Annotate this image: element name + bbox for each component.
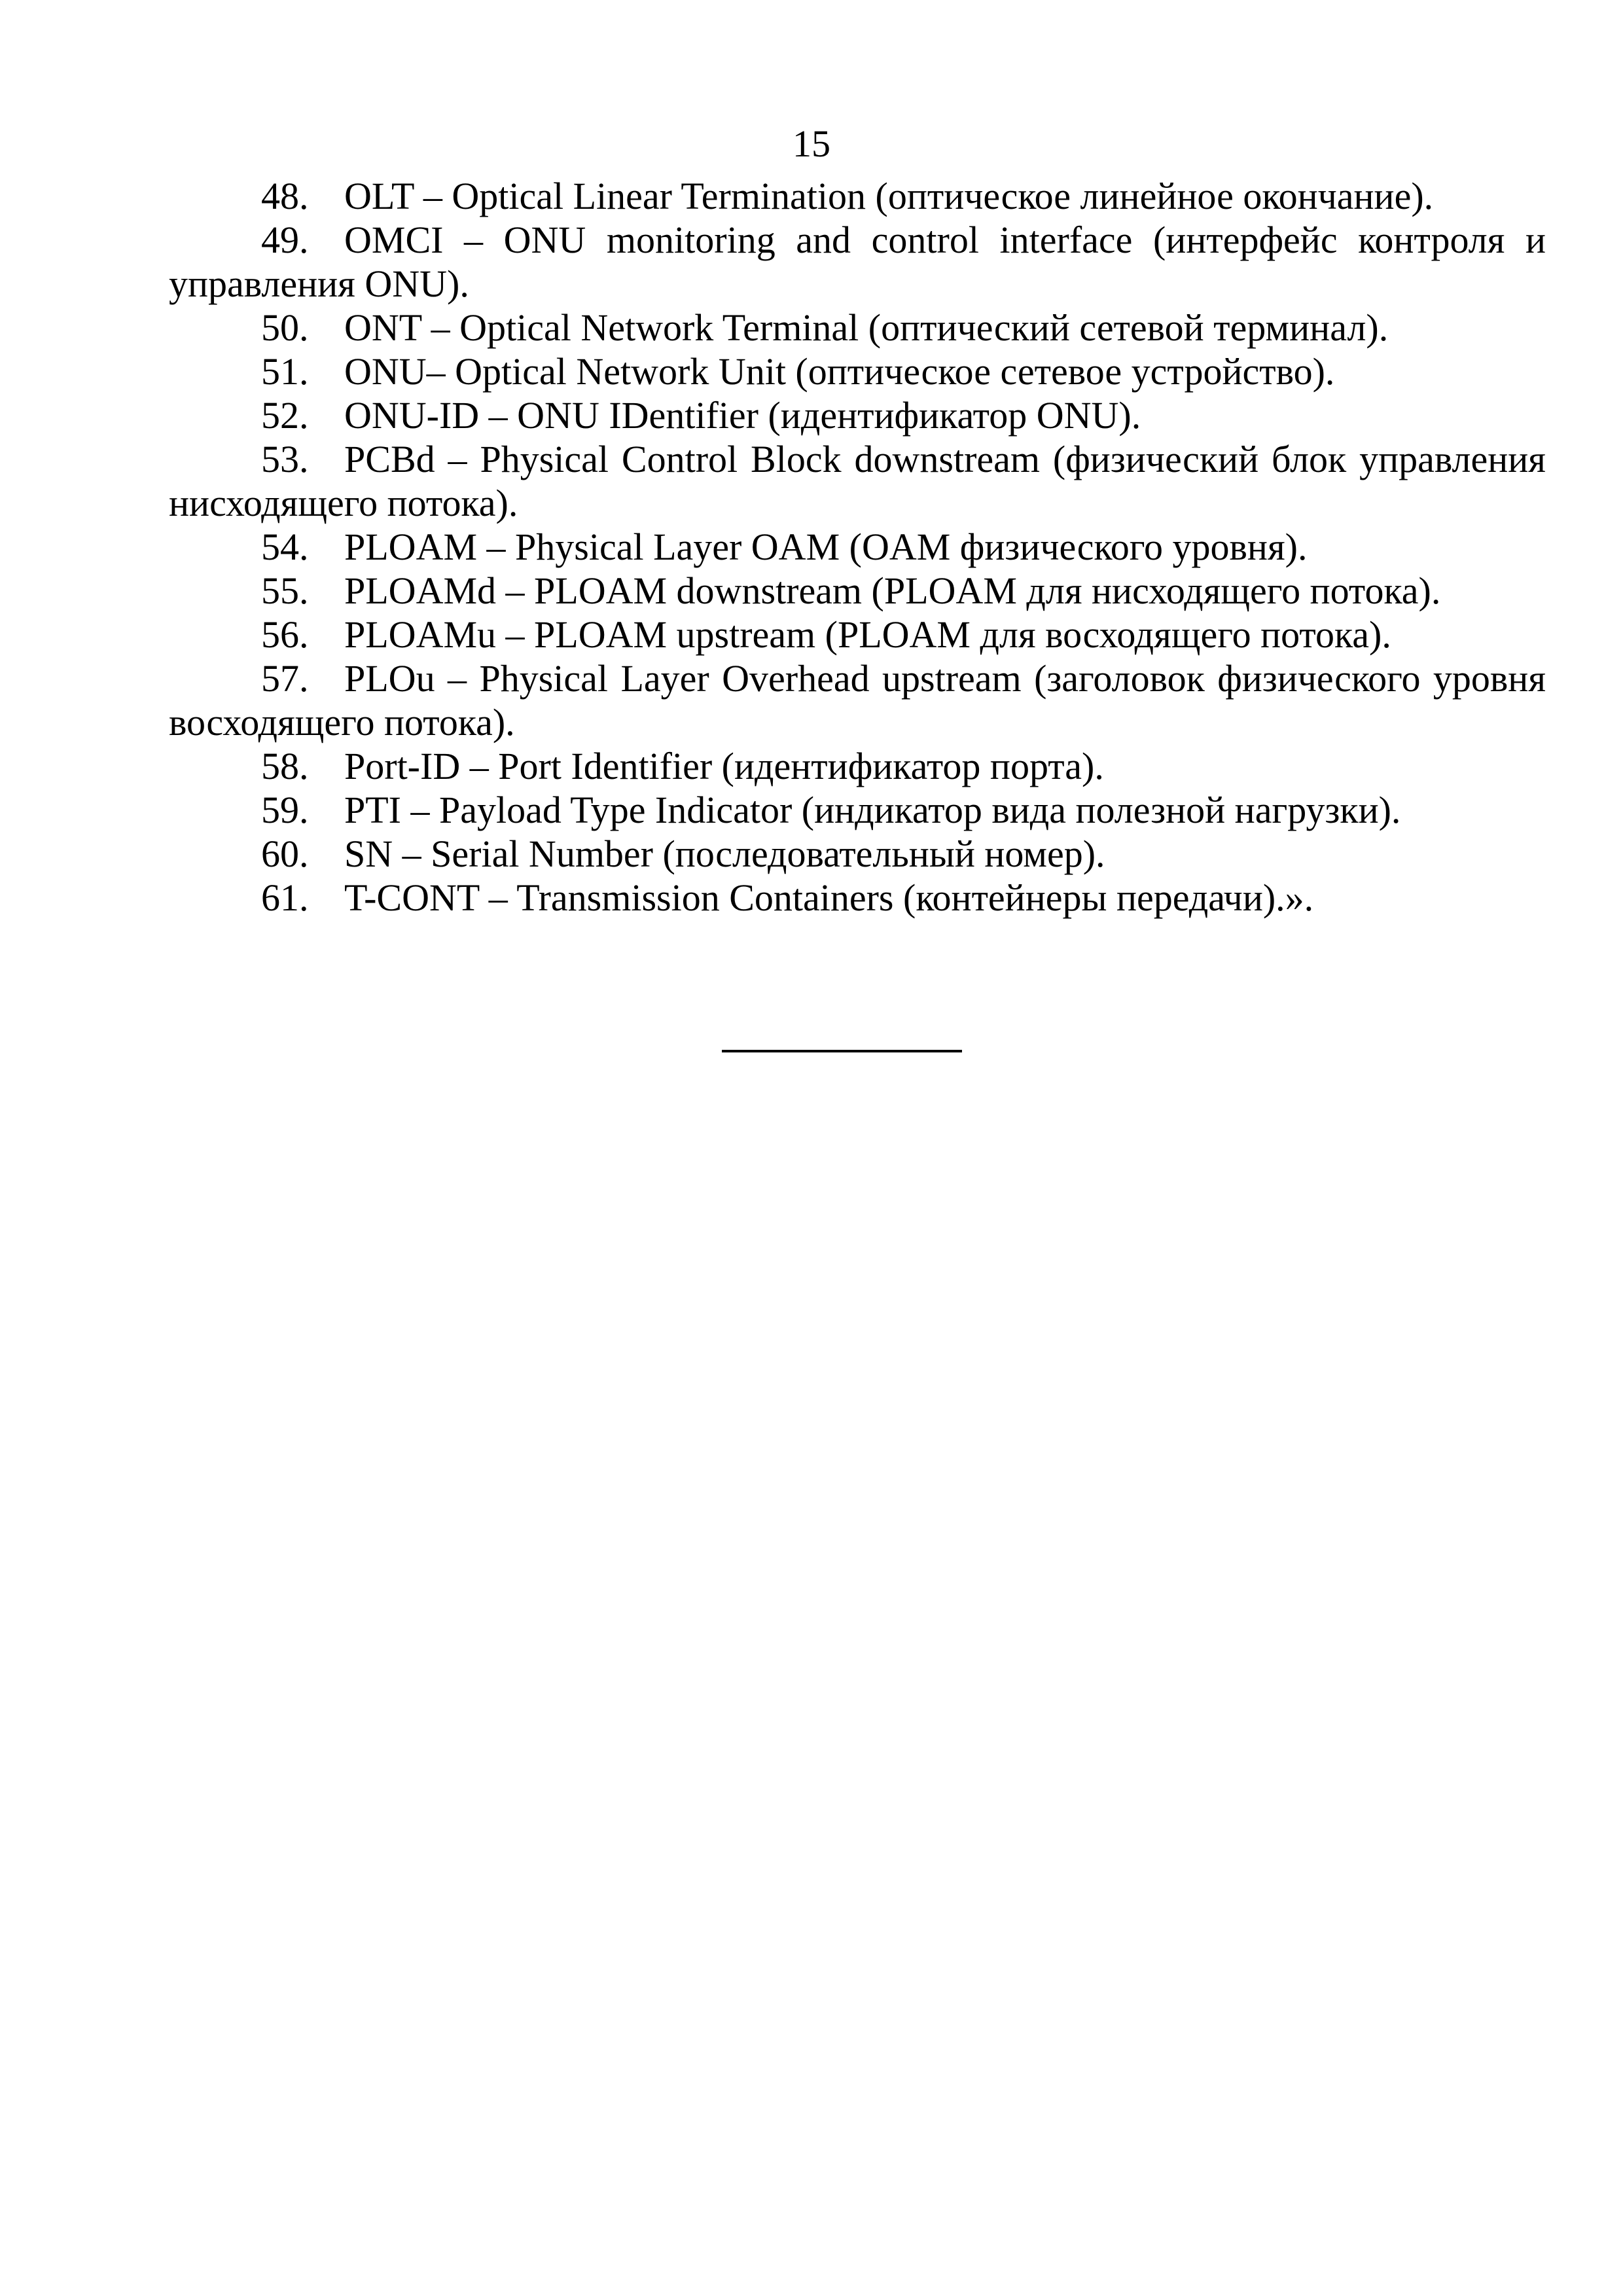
item-number: 51. [261,350,309,393]
item-number: 59. [261,789,309,831]
definition-item [169,437,1546,525]
item-number: 49. [261,219,309,261]
definition-item [169,876,1546,920]
item-text: T-CONT – Transmission Containers (контейнеры передачи).». [344,876,1314,919]
item-text: ONT – Optical Network Terminal (оптический сетевой терминал). [344,306,1389,349]
item-text: PLOAMu – PLOAM upstream (PLOAM для восходящего потока). [344,613,1391,656]
item-text: PLOAM – Physical Layer OAM (OAM физического уровня). [344,526,1308,568]
definition-item [169,788,1546,832]
definition-item [169,744,1546,788]
item-text: PTI – Payload Type Indicator (индикатор вида полезной нагрузки). [344,789,1401,831]
item-number: 52. [261,394,309,437]
item-number: 60. [261,833,309,875]
item-text: Port-ID – Port Identifier (идентификатор порта). [344,745,1104,787]
definition-item [169,393,1546,437]
definition-item [169,306,1546,350]
item-text: OMCI – ONU monitoring and control interface (интерфейс контроля и управления ONU). [169,219,1546,305]
item-text: SN – Serial Number (последовательный номер). [344,833,1105,875]
item-text: PLOu – Physical Layer Overhead upstream (заголовок физического уровня восходящего потока). [169,657,1546,744]
item-text: ONU-ID – ONU IDentifier (идентификатор ONU). [344,394,1141,437]
item-number: 58. [261,745,309,787]
item-number: 61. [261,876,309,919]
item-number: 54. [261,526,309,568]
definition-item [169,656,1546,744]
definition-item [169,350,1546,393]
definition-item [169,569,1546,613]
closing-divider [722,1050,962,1052]
item-number: 56. [261,613,309,656]
item-number: 48. [261,175,309,217]
definition-item [169,832,1546,876]
definition-item [169,613,1546,656]
definition-item [169,174,1546,218]
item-text: PLOAMd – PLOAM downstream (PLOAM для нисходящего потока). [344,569,1441,612]
item-text: PCBd – Physical Control Block downstream (физический блок управления нисходящего потока). [169,438,1546,524]
item-number: 50. [261,306,309,349]
item-number: 57. [261,657,309,700]
definition-item [169,525,1546,569]
page-number: 15 [793,122,830,165]
item-number: 55. [261,569,309,612]
definition-item [169,218,1546,306]
item-text: OLT – Optical Linear Termination (оптическое линейное окончание). [344,175,1434,217]
item-text: ONU– Optical Network Unit (оптическое сетевое устройство). [344,350,1335,393]
definitions-list [169,174,1546,920]
item-number: 53. [261,438,309,480]
